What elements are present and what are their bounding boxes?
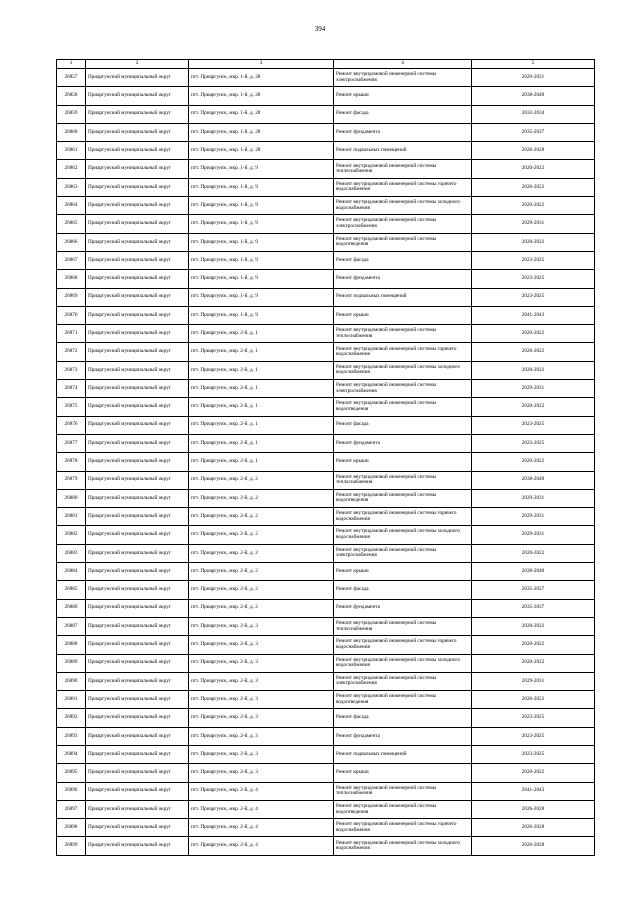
table-row [57, 727, 595, 745]
address-cell: пгт. Приаргунск, мкр. 2-й, д. 2 [189, 489, 334, 507]
address-cell: пгт. Приаргунск, мкр. 2-й, д. 2 [189, 544, 334, 562]
row-number-cell: 26880 [57, 489, 86, 507]
district-cell: Приаргунский муниципальный округ [86, 599, 189, 617]
address-cell: пгт. Приаргунск, мкр. 1-й, д. 28 [189, 105, 334, 123]
address-cell: пгт. Приаргунск, мкр. 1-й, д. 9 [189, 178, 334, 196]
column-header-3: 3 [189, 60, 334, 69]
work-type-cell: Ремонт внутридомовой инженерной системы водоотведения [334, 233, 472, 251]
district-cell: Приаргунский муниципальный округ [86, 764, 189, 782]
table-row [57, 819, 595, 837]
address-cell: пгт. Приаргунск, мкр. 2-й, д. 3 [189, 764, 334, 782]
district-cell: Приаргунский муниципальный округ [86, 361, 189, 379]
district-cell: Приаргунский муниципальный округ [86, 178, 189, 196]
work-type-cell: Ремонт внутридомовой инженерной системы водоотведения [334, 800, 472, 818]
table-row [57, 142, 595, 160]
address-cell: пгт. Приаргунск, мкр. 1-й, д. 9 [189, 215, 334, 233]
table-row [57, 489, 595, 507]
table-row [57, 361, 595, 379]
period-cell: 2020-2022 [472, 654, 595, 672]
period-cell: 2020-2022 [472, 617, 595, 635]
period-cell: 2041-2043 [472, 782, 595, 800]
period-cell: 2029-2031 [472, 380, 595, 398]
period-cell: 2020-2022 [472, 361, 595, 379]
table-row [57, 709, 595, 727]
address-cell: пгт. Приаргунск, мкр. 2-й, д. 1 [189, 325, 334, 343]
row-number-cell: 26871 [57, 325, 86, 343]
work-type-cell: Ремонт фундамента [334, 434, 472, 452]
work-type-cell: Ремонт фасада [334, 416, 472, 434]
row-number-cell: 26876 [57, 416, 86, 434]
address-cell: пгт. Приаргунск, мкр. 1-й, д. 9 [189, 288, 334, 306]
table-row [57, 306, 595, 324]
table-row [57, 764, 595, 782]
district-cell: Приаргунский муниципальный округ [86, 691, 189, 709]
row-number-cell: 26865 [57, 215, 86, 233]
address-cell: пгт. Приаргунск, мкр. 2-й, д. 3 [189, 636, 334, 654]
district-cell: Приаргунский муниципальный округ [86, 727, 189, 745]
row-number-cell: 26884 [57, 563, 86, 581]
district-cell: Приаргунский муниципальный округ [86, 160, 189, 178]
row-number-cell: 26860 [57, 123, 86, 141]
table-row [57, 508, 595, 526]
row-number-cell: 26887 [57, 617, 86, 635]
table-row [57, 178, 595, 196]
district-cell: Приаргунский муниципальный округ [86, 306, 189, 324]
table-row [57, 434, 595, 452]
district-cell: Приаргунский муниципальный округ [86, 233, 189, 251]
table-row [57, 453, 595, 471]
period-cell: 2038-2040 [472, 563, 595, 581]
table-row [57, 416, 595, 434]
table-row [57, 270, 595, 288]
address-cell: пгт. Приаргунск, мкр. 2-й, д. 1 [189, 434, 334, 452]
work-type-cell: Ремонт фасада [334, 581, 472, 599]
work-type-cell: Ремонт подвальных помещений [334, 288, 472, 306]
work-type-cell: Ремонт внутридомовой инженерной системы холодного водоснабжения [334, 526, 472, 544]
work-type-cell: Ремонт внутридомовой инженерной системы теплоснабжения [334, 471, 472, 489]
work-type-cell: Ремонт внутридомовой инженерной системы теплоснабжения [334, 782, 472, 800]
district-cell: Приаргунский муниципальный округ [86, 142, 189, 160]
district-cell: Приаргунский муниципальный округ [86, 489, 189, 507]
row-number-cell: 26899 [57, 837, 86, 855]
row-number-cell: 26889 [57, 654, 86, 672]
district-cell: Приаргунский муниципальный округ [86, 105, 189, 123]
district-cell: Приаргунский муниципальный округ [86, 380, 189, 398]
period-cell: 2020-2022 [472, 343, 595, 361]
district-cell: Приаргунский муниципальный округ [86, 709, 189, 727]
period-cell: 2020-2022 [472, 197, 595, 215]
table-row [57, 160, 595, 178]
district-cell: Приаргунский муниципальный округ [86, 745, 189, 763]
work-type-cell: Ремонт внутридомовой инженерной системы водоотведения [334, 489, 472, 507]
table-row [57, 782, 595, 800]
address-cell: пгт. Приаргунск, мкр. 2-й, д. 1 [189, 361, 334, 379]
work-type-cell: Ремонт внутридомовой инженерной системы теплоснабжения [334, 325, 472, 343]
row-number-cell: 26872 [57, 343, 86, 361]
period-cell: 2020-2022 [472, 233, 595, 251]
row-number-cell: 26892 [57, 709, 86, 727]
district-cell: Приаргунский муниципальный округ [86, 416, 189, 434]
period-cell: 2023-2025 [472, 251, 595, 269]
district-cell: Приаргунский муниципальный округ [86, 544, 189, 562]
period-cell: 2020-2022 [472, 764, 595, 782]
table-row [57, 87, 595, 105]
table-row [57, 471, 595, 489]
period-cell: 2023-2025 [472, 434, 595, 452]
period-cell: 2020-2022 [472, 160, 595, 178]
period-cell: 2023-2025 [472, 288, 595, 306]
row-number-cell: 26879 [57, 471, 86, 489]
district-cell: Приаргунский муниципальный округ [86, 270, 189, 288]
address-cell: пгт. Приаргунск, мкр. 2-й, д. 3 [189, 727, 334, 745]
district-cell: Приаргунский муниципальный округ [86, 197, 189, 215]
table-row [57, 599, 595, 617]
table-row [57, 69, 595, 87]
district-cell: Приаргунский муниципальный округ [86, 526, 189, 544]
table-row [57, 215, 595, 233]
address-cell: пгт. Приаргунск, мкр. 2-й, д. 3 [189, 709, 334, 727]
row-number-cell: 26868 [57, 270, 86, 288]
district-cell: Приаргунский муниципальный округ [86, 837, 189, 855]
work-type-cell: Ремонт фундамента [334, 727, 472, 745]
address-cell: пгт. Приаргунск, мкр. 1-й, д. 9 [189, 251, 334, 269]
period-cell: 2029-2031 [472, 489, 595, 507]
work-type-cell: Ремонт внутридомовой инженерной системы горячего водоснабжения [334, 178, 472, 196]
district-cell: Приаргунский муниципальный округ [86, 800, 189, 818]
address-cell: пгт. Приаргунск, мкр. 2-й, д. 2 [189, 563, 334, 581]
address-cell: пгт. Приаргунск, мкр. 2-й, д. 2 [189, 471, 334, 489]
address-cell: пгт. Приаргунск, мкр. 2-й, д. 4 [189, 782, 334, 800]
district-cell: Приаргунский муниципальный округ [86, 215, 189, 233]
period-cell: 2026-2028 [472, 837, 595, 855]
row-number-cell: 26873 [57, 361, 86, 379]
work-type-cell: Ремонт внутридомовой инженерной системы электроснабжения [334, 672, 472, 690]
work-type-cell: Ремонт крыши [334, 87, 472, 105]
table-row [57, 544, 595, 562]
district-cell: Приаргунский муниципальный округ [86, 563, 189, 581]
work-type-cell: Ремонт внутридомовой инженерной системы холодного водоснабжения [334, 361, 472, 379]
address-cell: пгт. Приаргунск, мкр. 2-й, д. 3 [189, 745, 334, 763]
address-cell: пгт. Приаргунск, мкр. 2-й, д. 2 [189, 599, 334, 617]
district-cell: Приаргунский муниципальный округ [86, 471, 189, 489]
table-row [57, 654, 595, 672]
row-number-cell: 26885 [57, 581, 86, 599]
district-cell: Приаргунский муниципальный округ [86, 508, 189, 526]
address-cell: пгт. Приаргунск, мкр. 1-й, д. 28 [189, 123, 334, 141]
row-number-cell: 26857 [57, 69, 86, 87]
row-number-cell: 26893 [57, 727, 86, 745]
row-number-cell: 26890 [57, 672, 86, 690]
address-cell: пгт. Приаргунск, мкр. 2-й, д. 1 [189, 380, 334, 398]
table-row [57, 288, 595, 306]
period-cell: 2026-2028 [472, 819, 595, 837]
address-cell: пгт. Приаргунск, мкр. 2-й, д. 1 [189, 343, 334, 361]
period-cell: 2020-2022 [472, 398, 595, 416]
work-type-cell: Ремонт подвальных помещений [334, 142, 472, 160]
row-number-cell: 26858 [57, 87, 86, 105]
row-number-cell: 26897 [57, 800, 86, 818]
address-cell: пгт. Приаргунск, мкр. 2-й, д. 3 [189, 691, 334, 709]
table-row [57, 581, 595, 599]
row-number-cell: 26861 [57, 142, 86, 160]
column-header-4: 4 [334, 60, 472, 69]
address-cell: пгт. Приаргунск, мкр. 1-й, д. 28 [189, 142, 334, 160]
row-number-cell: 26866 [57, 233, 86, 251]
table-row [57, 325, 595, 343]
row-number-cell: 26862 [57, 160, 86, 178]
period-cell: 2038-2040 [472, 471, 595, 489]
address-cell: пгт. Приаргунск, мкр. 1-й, д. 28 [189, 87, 334, 105]
district-cell: Приаргунский муниципальный округ [86, 123, 189, 141]
work-type-cell: Ремонт фундамента [334, 123, 472, 141]
address-cell: пгт. Приаргунск, мкр. 1-й, д. 9 [189, 197, 334, 215]
work-type-cell: Ремонт внутридомовой инженерной системы электроснабжения [334, 215, 472, 233]
district-cell: Приаргунский муниципальный округ [86, 617, 189, 635]
table-row [57, 800, 595, 818]
row-number-cell: 26891 [57, 691, 86, 709]
table-row [57, 343, 595, 361]
table-row [57, 636, 595, 654]
period-cell: 2029-2031 [472, 526, 595, 544]
column-header-1: 1 [57, 60, 86, 69]
work-type-cell: Ремонт внутридомовой инженерной системы холодного водоснабжения [334, 197, 472, 215]
period-cell: 2023-2025 [472, 709, 595, 727]
address-cell: пгт. Приаргунск, мкр. 2-й, д. 1 [189, 416, 334, 434]
district-cell: Приаргунский муниципальный округ [86, 398, 189, 416]
period-cell: 2029-2031 [472, 508, 595, 526]
work-type-cell: Ремонт крыши [334, 764, 472, 782]
district-cell: Приаргунский муниципальный округ [86, 453, 189, 471]
row-number-cell: 26896 [57, 782, 86, 800]
period-cell: 2020-2022 [472, 544, 595, 562]
period-cell: 2029-2031 [472, 672, 595, 690]
row-number-cell: 26863 [57, 178, 86, 196]
table-header-row [57, 60, 595, 69]
district-cell: Приаргунский муниципальный округ [86, 434, 189, 452]
column-header-5: 5 [472, 60, 595, 69]
row-number-cell: 26867 [57, 251, 86, 269]
row-number-cell: 26874 [57, 380, 86, 398]
work-type-cell: Ремонт крыши [334, 453, 472, 471]
period-cell: 2035-2037 [472, 581, 595, 599]
column-header-2: 2 [86, 60, 189, 69]
period-cell: 2023-2025 [472, 416, 595, 434]
period-cell: 2020-2022 [472, 691, 595, 709]
work-type-cell: Ремонт фундамента [334, 599, 472, 617]
work-type-cell: Ремонт внутридомовой инженерной системы горячего водоснабжения [334, 819, 472, 837]
district-cell: Приаргунский муниципальный округ [86, 251, 189, 269]
address-cell: пгт. Приаргунск, мкр. 2-й, д. 2 [189, 581, 334, 599]
table-row [57, 197, 595, 215]
table-row [57, 837, 595, 855]
work-type-cell: Ремонт внутридомовой инженерной системы теплоснабжения [334, 617, 472, 635]
district-cell: Приаргунский муниципальный округ [86, 636, 189, 654]
address-cell: пгт. Приаргунск, мкр. 2-й, д. 2 [189, 526, 334, 544]
period-cell: 2035-2037 [472, 599, 595, 617]
table-row [57, 617, 595, 635]
work-type-cell: Ремонт фасада [334, 105, 472, 123]
period-cell: 2041-2043 [472, 306, 595, 324]
row-number-cell: 26864 [57, 197, 86, 215]
address-cell: пгт. Приаргунск, мкр. 1-й, д. 9 [189, 270, 334, 288]
period-cell: 2023-2025 [472, 727, 595, 745]
row-number-cell: 26881 [57, 508, 86, 526]
district-cell: Приаргунский муниципальный округ [86, 325, 189, 343]
work-type-cell: Ремонт внутридомовой инженерной системы горячего водоснабжения [334, 508, 472, 526]
page-number: 394 [314, 25, 326, 33]
district-cell: Приаргунский муниципальный округ [86, 69, 189, 87]
period-cell: 2023-2025 [472, 745, 595, 763]
period-cell: 2026-2028 [472, 800, 595, 818]
address-cell: пгт. Приаргунск, мкр. 1-й, д. 28 [189, 69, 334, 87]
table-row [57, 398, 595, 416]
table-row [57, 233, 595, 251]
district-cell: Приаргунский муниципальный округ [86, 672, 189, 690]
district-cell: Приаргунский муниципальный округ [86, 288, 189, 306]
work-type-cell: Ремонт внутридомовой инженерной системы теплоснабжения [334, 160, 472, 178]
table-row [57, 745, 595, 763]
work-type-cell: Ремонт крыши [334, 306, 472, 324]
row-number-cell: 26870 [57, 306, 86, 324]
row-number-cell: 26888 [57, 636, 86, 654]
district-cell: Приаргунский муниципальный округ [86, 581, 189, 599]
row-number-cell: 26895 [57, 764, 86, 782]
table-row [57, 105, 595, 123]
period-cell: 2023-2025 [472, 270, 595, 288]
district-cell: Приаргунский муниципальный округ [86, 819, 189, 837]
table-row [57, 672, 595, 690]
row-number-cell: 26883 [57, 544, 86, 562]
table-row [57, 526, 595, 544]
address-cell: пгт. Приаргунск, мкр. 2-й, д. 1 [189, 453, 334, 471]
period-cell: 2029-2031 [472, 215, 595, 233]
work-type-cell: Ремонт внутридомовой инженерной системы электроснабжения [334, 380, 472, 398]
work-type-cell: Ремонт внутридомовой инженерной системы холодного водоснабжения [334, 837, 472, 855]
table-row [57, 380, 595, 398]
address-cell: пгт. Приаргунск, мкр. 2-й, д. 4 [189, 819, 334, 837]
period-cell: 2032-2034 [472, 105, 595, 123]
address-cell: пгт. Приаргунск, мкр. 2-й, д. 4 [189, 837, 334, 855]
district-cell: Приаргунский муниципальный округ [86, 87, 189, 105]
period-cell: 2035-2037 [472, 123, 595, 141]
period-cell: 2026-2028 [472, 142, 595, 160]
work-type-cell: Ремонт фасада [334, 709, 472, 727]
period-cell: 2020-2022 [472, 636, 595, 654]
work-type-cell: Ремонт внутридомовой инженерной системы электроснабжения [334, 544, 472, 562]
row-number-cell: 26869 [57, 288, 86, 306]
work-type-cell: Ремонт внутридомовой инженерной системы водоотведения [334, 691, 472, 709]
row-number-cell: 26886 [57, 599, 86, 617]
table-row [57, 563, 595, 581]
address-cell: пгт. Приаргунск, мкр. 2-й, д. 4 [189, 800, 334, 818]
work-type-cell: Ремонт внутридомовой инженерной системы холодного водоснабжения [334, 654, 472, 672]
table-body [57, 69, 595, 856]
work-type-cell: Ремонт подвальных помещений [334, 745, 472, 763]
district-cell: Приаргунский муниципальный округ [86, 782, 189, 800]
table-row [57, 251, 595, 269]
row-number-cell: 26859 [57, 105, 86, 123]
table-row [57, 691, 595, 709]
address-cell: пгт. Приаргунск, мкр. 1-й, д. 9 [189, 306, 334, 324]
district-cell: Приаргунский муниципальный округ [86, 343, 189, 361]
work-type-cell: Ремонт фасада [334, 251, 472, 269]
period-cell: 2020-2022 [472, 325, 595, 343]
row-number-cell: 26875 [57, 398, 86, 416]
work-type-cell: Ремонт внутридомовой инженерной системы водоотведения [334, 398, 472, 416]
address-cell: пгт. Приаргунск, мкр. 2-й, д. 3 [189, 672, 334, 690]
work-type-cell: Ремонт внутридомовой инженерной системы горячего водоснабжения [334, 636, 472, 654]
period-cell: 2020-2022 [472, 178, 595, 196]
period-cell: 2020-2022 [472, 453, 595, 471]
period-cell: 2038-2040 [472, 87, 595, 105]
row-number-cell: 26898 [57, 819, 86, 837]
address-cell: пгт. Приаргунск, мкр. 1-й, д. 9 [189, 160, 334, 178]
address-cell: пгт. Приаргунск, мкр. 2-й, д. 3 [189, 617, 334, 635]
work-type-cell: Ремонт внутридомовой инженерной системы горячего водоснабжения [334, 343, 472, 361]
work-type-cell: Ремонт крыши [334, 563, 472, 581]
address-cell: пгт. Приаргунск, мкр. 1-й, д. 9 [189, 233, 334, 251]
address-cell: пгт. Приаргунск, мкр. 2-й, д. 2 [189, 508, 334, 526]
work-type-cell: Ремонт фундамента [334, 270, 472, 288]
row-number-cell: 26877 [57, 434, 86, 452]
address-cell: пгт. Приаргунск, мкр. 2-й, д. 3 [189, 654, 334, 672]
row-number-cell: 26894 [57, 745, 86, 763]
address-cell: пгт. Приаргунск, мкр. 2-й, д. 1 [189, 398, 334, 416]
row-number-cell: 26882 [57, 526, 86, 544]
district-cell: Приаргунский муниципальный округ [86, 654, 189, 672]
period-cell: 2029-2031 [472, 69, 595, 87]
table-row [57, 123, 595, 141]
work-type-cell: Ремонт внутридомовой инженерной системы электроснабжения [334, 69, 472, 87]
row-number-cell: 26878 [57, 453, 86, 471]
repair-schedule-table [56, 59, 595, 856]
